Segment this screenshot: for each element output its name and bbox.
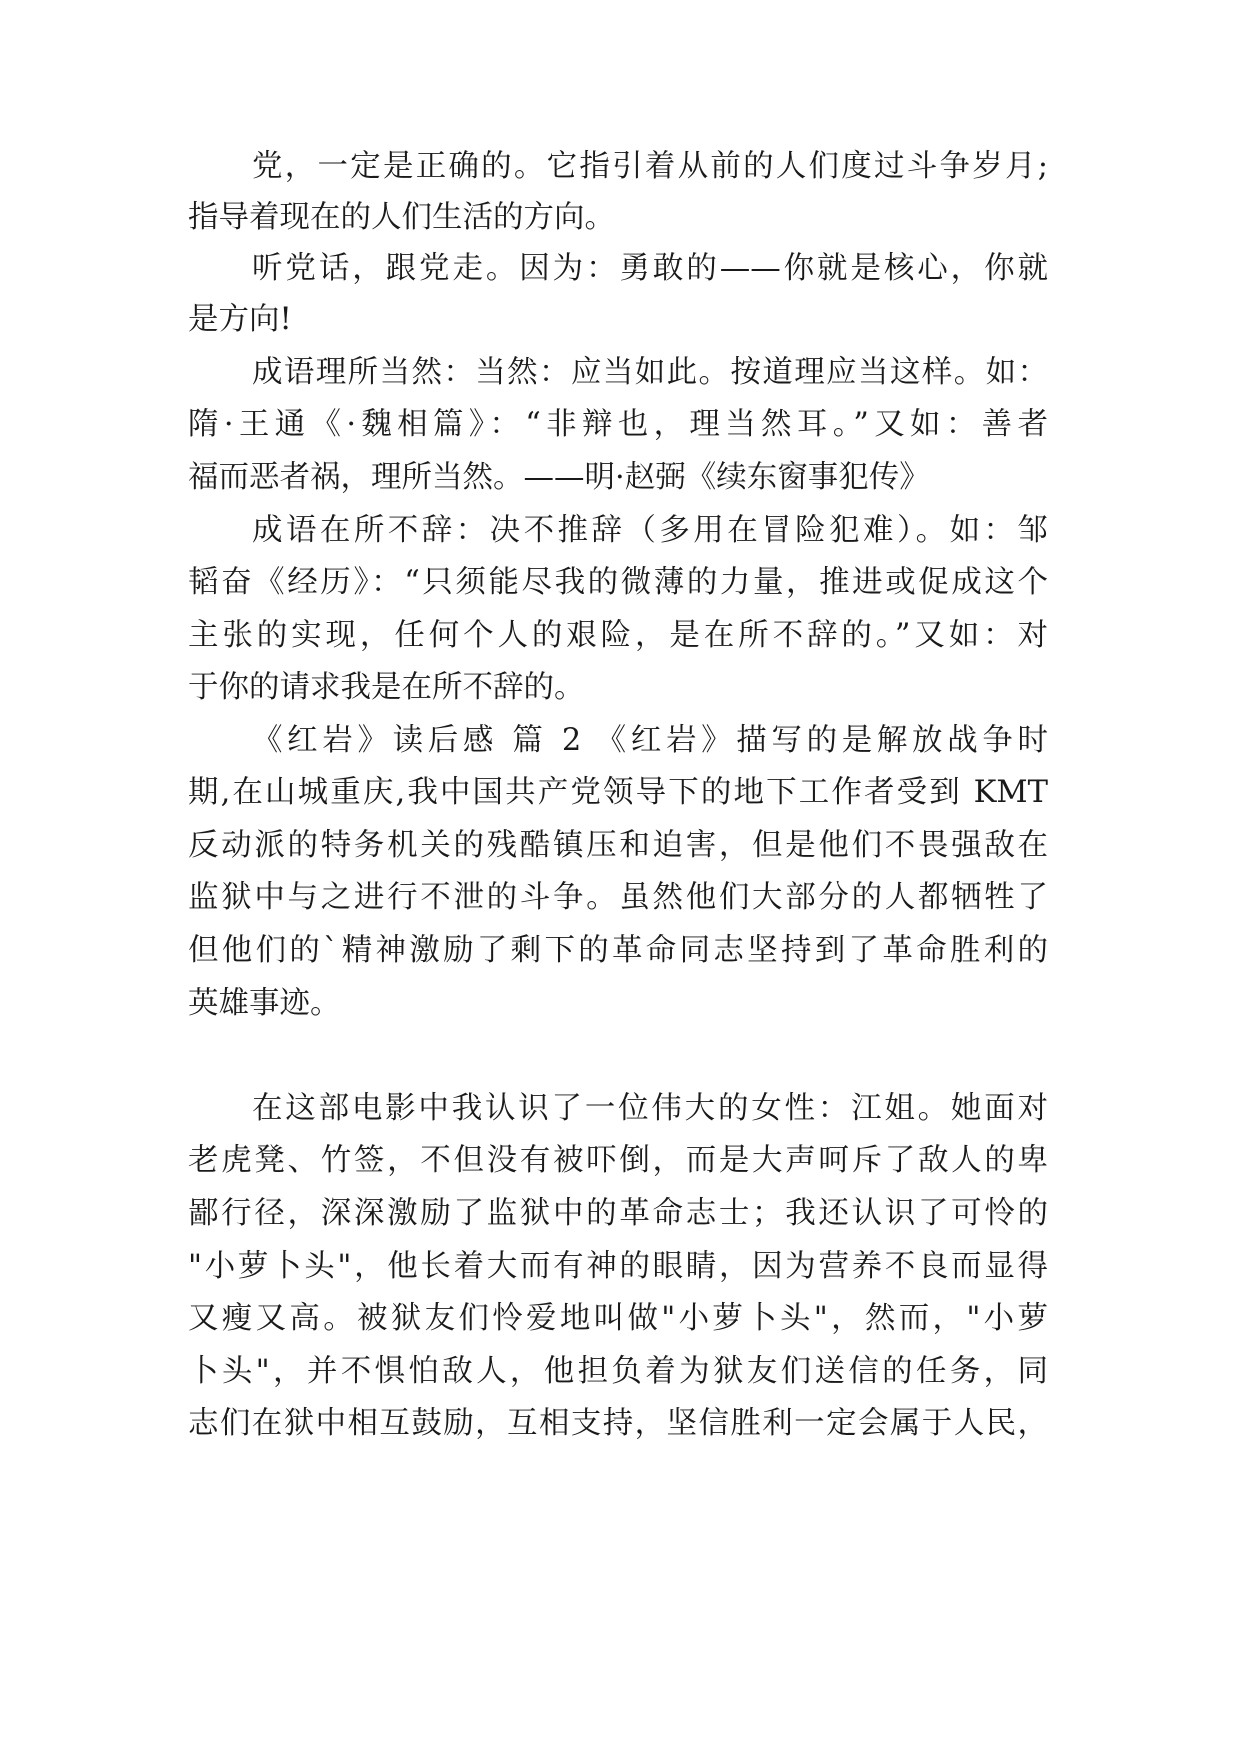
text-line: 在这部电影中我认识了一位伟大的女性：江姐。她面对 (252, 1091, 1048, 1126)
text-line: 卜头"，并不惧怕敌人，他担负着为狱友们送信的任务，同 (188, 1354, 1048, 1389)
text-line: 监狱中与之进行不泄的斗争。虽然他们大部分的人都牺牲了 (188, 880, 1048, 915)
text-line: "小萝卜头"，他长着大而有神的眼睛，因为营养不良而显得 (188, 1249, 1048, 1284)
text-line: 主张的实现，任何个人的艰险，是在所不辞的。”又如：对 (188, 618, 1048, 653)
text-line: 韬奋《经历》：“只须能尽我的微薄的力量，推进或促成这个 (188, 565, 1048, 600)
text-line: 期,在山城重庆,我中国共产党领导下的地下工作者受到 KMT (188, 775, 1048, 810)
text-line: 隋·王通《·魏相篇》：“非辩也，理当然耳。”又如：善者 (188, 407, 1048, 442)
text-line: 《红岩》读后感 篇 2 《红岩》描写的是解放战争时 (252, 723, 1048, 758)
text-line: 英雄事迹。 (188, 986, 341, 1021)
text-line: 党，一定是正确的。它指引着从前的人们度过斗争岁月; (252, 149, 1048, 184)
text-line: 成语在所不辞：决不推辞（多用在冒险犯难）。如：邹 (252, 513, 1048, 548)
text-line: 听党话，跟党走。因为：勇敢的——你就是核心，你就 (252, 251, 1048, 286)
text-line: 但他们的`精神激励了剩下的革命同志坚持到了革命胜利的 (188, 933, 1048, 968)
text-line: 是方向! (188, 302, 292, 337)
text-line: 指导着现在的人们生活的方向。 (188, 200, 615, 235)
text-line: 鄙行径，深深激励了监狱中的革命志士；我还认识了可怜的 (188, 1196, 1048, 1231)
text-line: 福而恶者祸，理所当然。——明·赵弼《续东窗事犯传》 (188, 460, 930, 495)
text-line: 又瘦又高。被狱友们怜爱地叫做"小萝卜头"，然而，"小萝 (188, 1301, 1048, 1336)
text-line: 志们在狱中相互鼓励，互相支持，坚信胜利一定会属于人民， (188, 1406, 1048, 1441)
text-line: 反动派的特务机关的残酷镇压和迫害，但是他们不畏强敌在 (188, 828, 1048, 863)
text-line: 于你的请求我是在所不辞的。 (188, 670, 585, 705)
text-line: 成语理所当然：当然：应当如此。按道理应当这样。如： (252, 355, 1048, 390)
text-line: 老虎凳、竹签，不但没有被吓倒，而是大声呵斥了敌人的卑 (188, 1143, 1048, 1178)
